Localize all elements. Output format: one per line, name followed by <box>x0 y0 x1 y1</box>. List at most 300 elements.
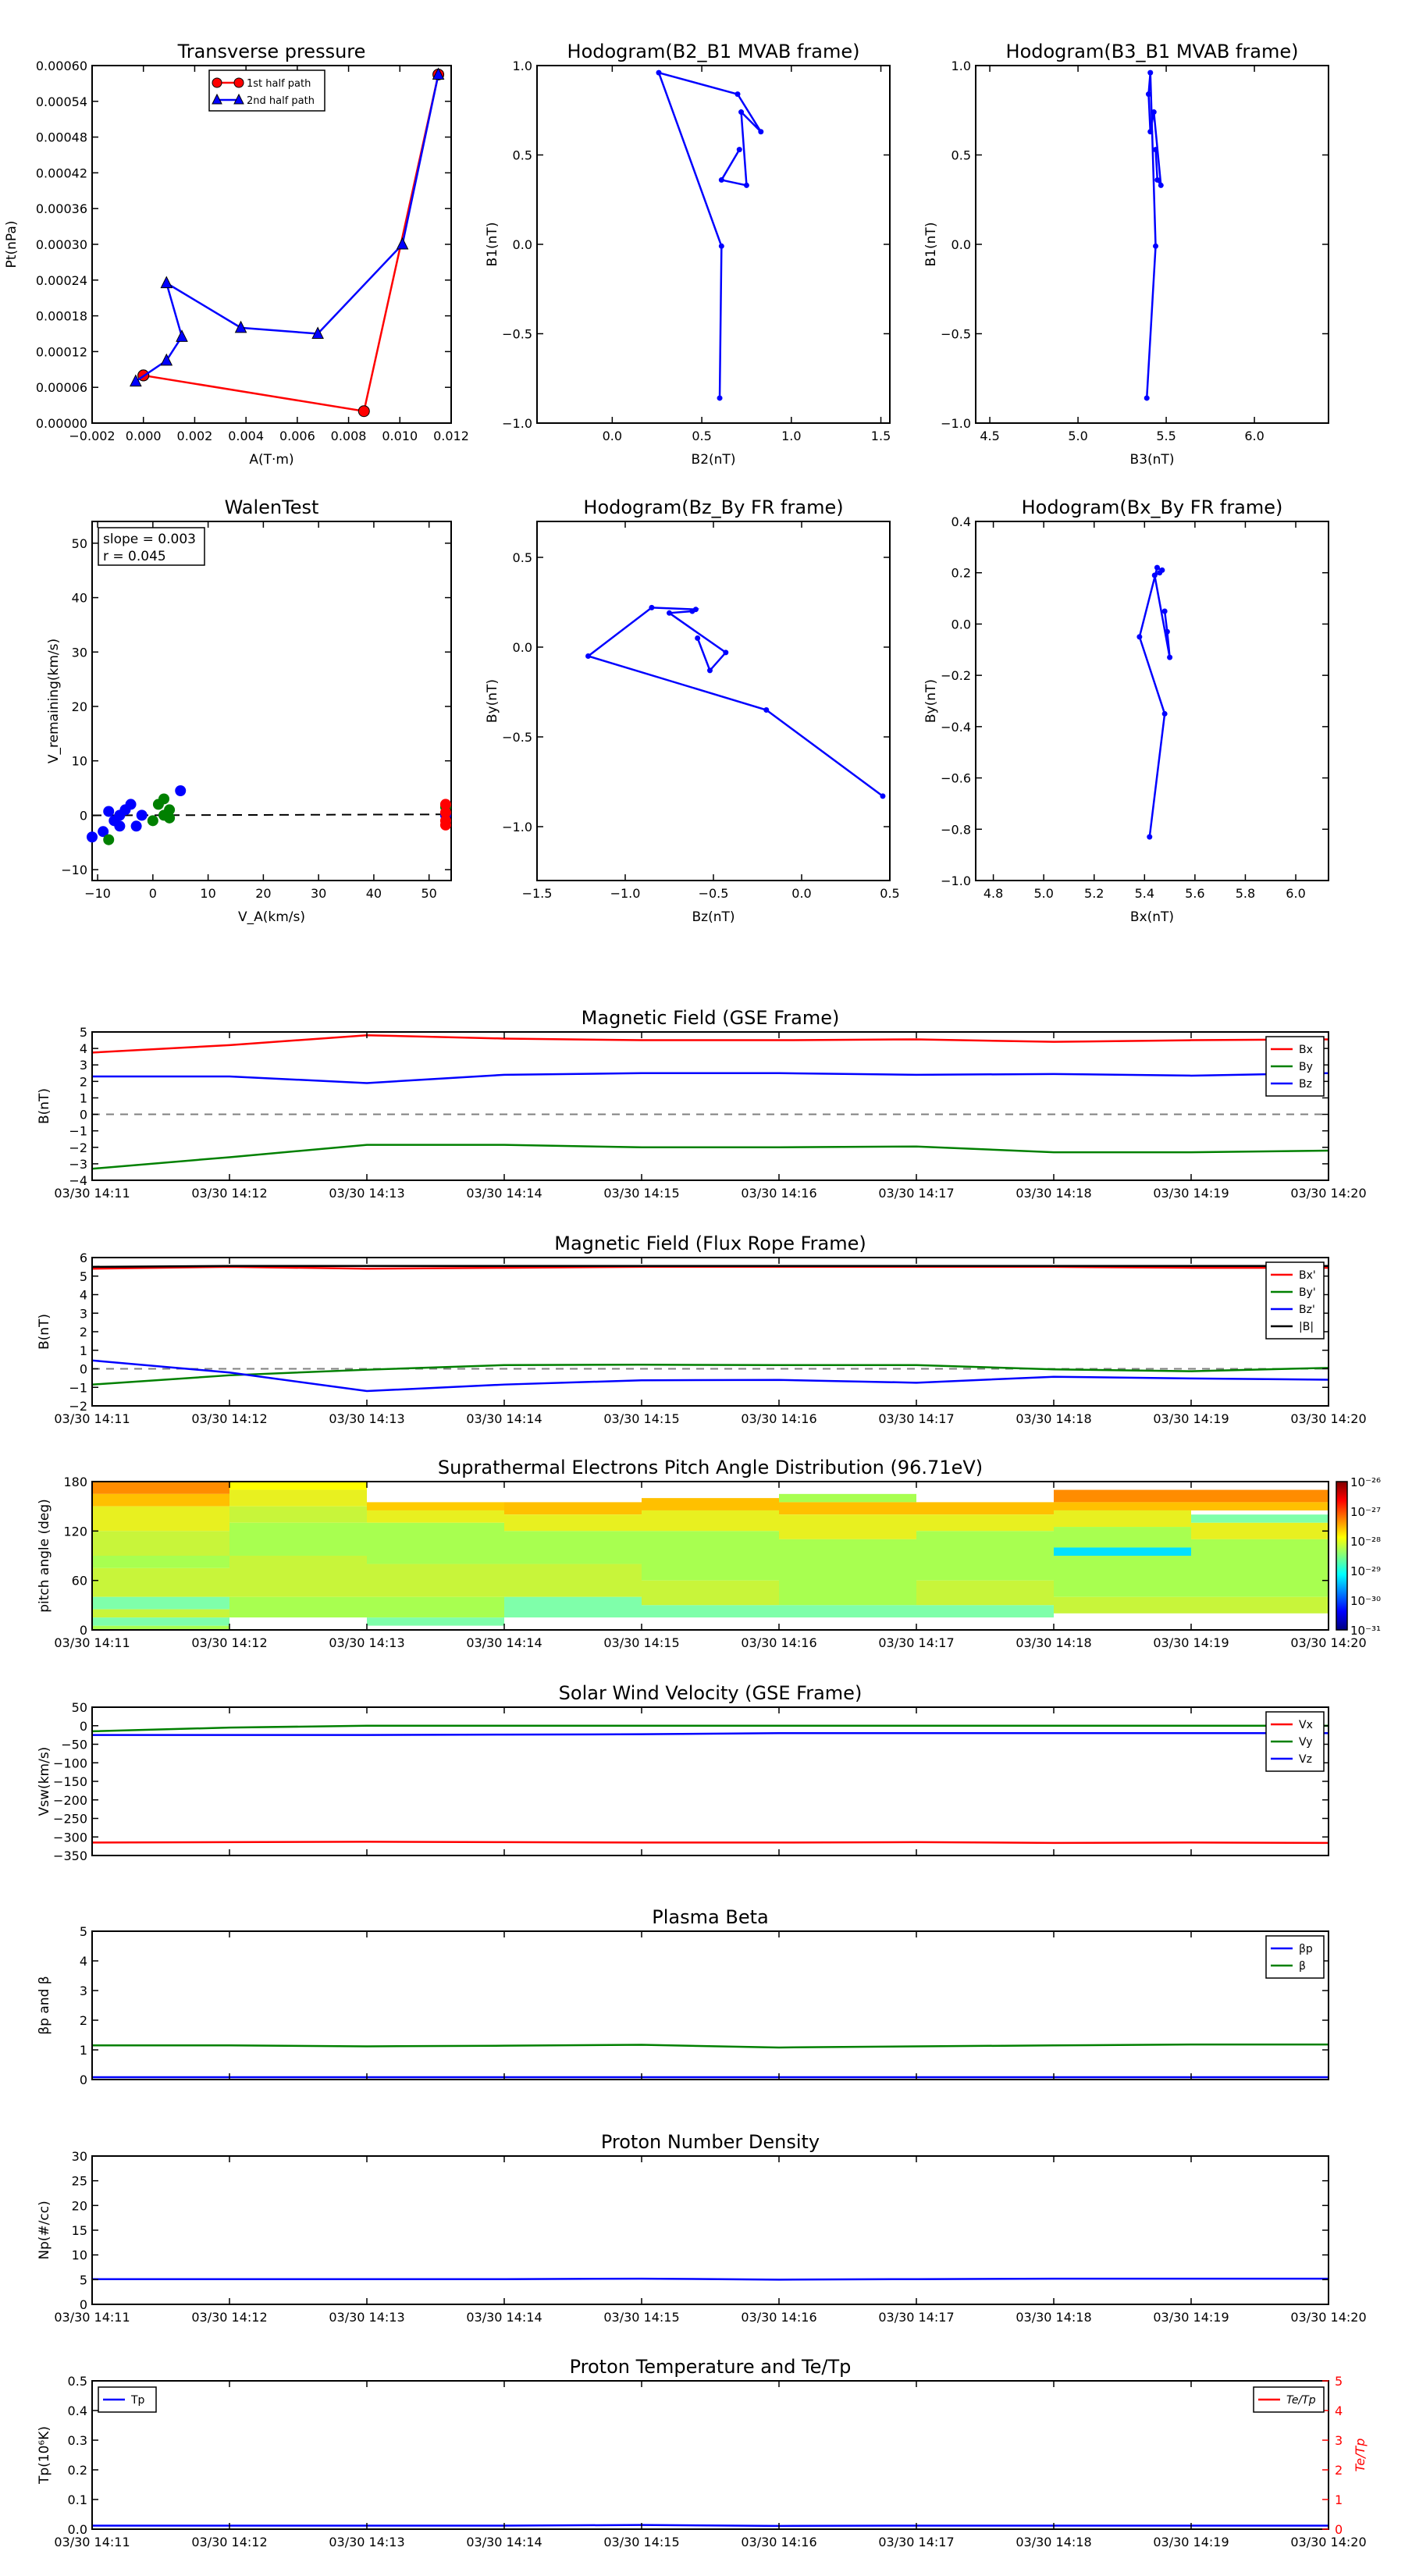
heatmap-cell <box>642 1510 779 1531</box>
series-line-Vx <box>92 1841 1329 1842</box>
x-tick-label: 03/30 14:11 <box>54 2535 130 2549</box>
heatmap-cell <box>92 1610 229 1618</box>
x-tick-label: 03/30 14:15 <box>603 1186 680 1201</box>
y-tick-label-right: 2 <box>1335 2463 1343 2478</box>
x-axis-label: V_A(km/s) <box>237 909 306 925</box>
heatmap-cell <box>642 1605 779 1617</box>
y-tick-label: 0.5 <box>512 550 532 565</box>
data-point <box>103 834 114 845</box>
heatmap-cell <box>504 1597 642 1617</box>
annotation-text: slope = 0.003 <box>103 532 196 547</box>
y-axis-label: Pt(nPa) <box>4 220 20 269</box>
data-point <box>148 815 158 826</box>
y-tick-label: 0.0 <box>512 640 532 655</box>
heatmap-cell <box>1054 1556 1191 1597</box>
heatmap-cell <box>642 1617 779 1630</box>
x-tick-label: 03/30 14:13 <box>329 1186 405 1201</box>
x-tick-label: 03/30 14:13 <box>329 1411 405 1426</box>
y-tick-label: 4 <box>79 1041 87 1057</box>
x-tick-label: 0.0 <box>791 886 812 901</box>
y-tick-label: 15 <box>71 2223 87 2238</box>
data-point <box>707 667 713 673</box>
heatmap-cell <box>367 1502 504 1510</box>
x-tick-label: 03/30 14:14 <box>466 1411 542 1426</box>
x-tick-label: 1.0 <box>781 429 802 443</box>
y-tick-label: 6 <box>79 1251 87 1265</box>
y-tick-label: −50 <box>61 1737 87 1752</box>
x-tick-label: 03/30 14:15 <box>603 1411 680 1426</box>
heatmap-cell <box>1191 1502 1329 1510</box>
y-tick-label: 0.2 <box>67 2463 87 2478</box>
x-tick-label: 03/30 14:16 <box>741 1186 817 1201</box>
x-tick-label: 50 <box>421 886 437 901</box>
heatmap-cell <box>1191 1490 1329 1503</box>
data-point <box>137 809 148 820</box>
legend-label: 1st half path <box>247 78 311 90</box>
y-tick-label: 0 <box>79 1361 87 1377</box>
heatmap-cell <box>229 1482 367 1490</box>
y-tick-label: 0 <box>79 808 87 824</box>
heatmap-cell <box>1191 1523 1329 1539</box>
x-tick-label: 03/30 14:14 <box>466 1186 542 1201</box>
x-tick-label: 03/30 14:19 <box>1153 1635 1229 1650</box>
y-tick-label: 50 <box>71 535 87 551</box>
heatmap-cell <box>642 1482 779 1494</box>
data-point <box>1167 655 1172 660</box>
x-tick-label: 03/30 14:18 <box>1016 1635 1092 1650</box>
y-tick-label: −0.4 <box>941 719 971 735</box>
legend-marker <box>212 78 222 87</box>
data-point <box>1144 395 1150 400</box>
heatmap-cell <box>229 1507 367 1523</box>
heatmap-cell <box>229 1597 367 1617</box>
legend-marker <box>234 78 244 87</box>
heatmap-cell <box>1191 1614 1329 1630</box>
y-tick-label: −10 <box>61 863 87 878</box>
x-tick-label: −10 <box>84 886 111 901</box>
y-tick-label: 0.00048 <box>35 130 87 145</box>
y-tick-label: 3 <box>79 1984 87 1998</box>
y-tick-label: 30 <box>71 645 87 660</box>
legend-label: Tp <box>131 2394 145 2407</box>
x-tick-label: 20 <box>255 886 272 901</box>
data-point <box>1158 183 1164 188</box>
colorbar-label: 10⁻²⁸ <box>1350 1535 1382 1549</box>
y-tick-label: −0.5 <box>502 326 532 342</box>
heatmap-cell <box>92 1556 229 1568</box>
data-point <box>758 129 763 134</box>
x-axis-label: A(T·m) <box>249 452 294 468</box>
y-tick-label: 0.00060 <box>35 59 87 73</box>
x-tick-label: 03/30 14:18 <box>1016 1411 1092 1426</box>
heatmap-cell <box>229 1556 367 1597</box>
heatmap-cell <box>367 1523 504 1564</box>
heatmap-cell <box>779 1539 916 1605</box>
x-tick-label: 0 <box>148 886 157 901</box>
heatmap-cell <box>229 1490 367 1507</box>
x-tick-label: 0.5 <box>880 886 900 901</box>
plot-frame <box>92 66 451 423</box>
y-axis-label: B(nT) <box>37 1087 52 1125</box>
x-tick-label: 03/30 14:19 <box>1153 1186 1229 1201</box>
x-tick-label: 1.5 <box>870 429 891 443</box>
heatmap-cell <box>504 1502 642 1514</box>
heatmap-cell <box>916 1502 1054 1514</box>
y-axis-label: Vsw(km/s) <box>37 1746 52 1816</box>
y-tick-label: 10 <box>71 2247 87 2263</box>
y-tick-label: −1.0 <box>941 873 971 888</box>
x-tick-label: 0.006 <box>279 429 315 443</box>
heatmap-cell <box>92 1597 229 1610</box>
data-point <box>440 820 451 831</box>
x-tick-label: −0.5 <box>698 886 729 901</box>
plot-frame <box>537 521 890 881</box>
heatmap-cell <box>779 1482 916 1494</box>
x-tick-label: 03/30 14:14 <box>466 2310 542 2325</box>
x-tick-label: 03/30 14:11 <box>54 2310 130 2325</box>
x-tick-label: 03/30 14:17 <box>878 1186 955 1201</box>
data-point <box>1157 570 1162 575</box>
data-point <box>158 793 169 804</box>
heatmap-cell <box>916 1581 1054 1606</box>
heatmap-cell <box>504 1617 642 1630</box>
legend-label: Bz' <box>1299 1304 1315 1316</box>
x-tick-label: 6.0 <box>1244 429 1264 443</box>
data-point <box>738 109 744 115</box>
legend-label: Vy <box>1299 1736 1313 1749</box>
x-tick-label: 03/30 14:17 <box>878 2310 955 2325</box>
x-tick-label: 40 <box>365 886 382 901</box>
y-tick-label: 0 <box>79 1718 87 1734</box>
x-tick-label: 10 <box>200 886 216 901</box>
y-tick-label-right: 1 <box>1335 2492 1343 2507</box>
y-tick-label: 5 <box>79 1025 87 1040</box>
heatmap-cell <box>642 1531 779 1580</box>
x-tick-label: 03/30 14:15 <box>603 1635 680 1650</box>
heatmap-cell <box>367 1510 504 1523</box>
data-point <box>649 605 654 610</box>
y-tick-label: 0.00024 <box>35 272 87 288</box>
x-tick-label: 5.0 <box>1033 886 1054 901</box>
legend <box>1266 1936 1324 1978</box>
y-tick-label-right: 4 <box>1335 2403 1343 2418</box>
x-tick-label: 03/30 14:13 <box>329 2310 405 2325</box>
x-tick-label: −1.0 <box>610 886 641 901</box>
data-point <box>1151 109 1157 115</box>
data-point <box>737 147 742 152</box>
annotation <box>98 528 205 565</box>
y-tick-label-right: 3 <box>1335 2433 1343 2448</box>
x-tick-label: 03/30 14:15 <box>603 2535 680 2549</box>
panel-title: Magnetic Field (Flux Rope Frame) <box>554 1233 866 1254</box>
heatmap-cell <box>642 1498 779 1510</box>
y-tick-label: 0.00036 <box>35 201 87 217</box>
heatmap-cell <box>504 1531 642 1564</box>
data-point <box>1136 634 1142 639</box>
y-tick-label: 0.0 <box>951 237 971 252</box>
plot-area <box>92 1482 1329 1630</box>
panel-title: Proton Temperature and Te/Tp <box>569 2356 852 2378</box>
x-tick-label: 03/30 14:16 <box>741 1635 817 1650</box>
heatmap-cell <box>92 1617 229 1626</box>
panel-title: WalenTest <box>224 496 319 518</box>
legend-label: By <box>1299 1061 1313 1073</box>
y-tick-label: −4 <box>69 1173 87 1188</box>
x-tick-label: 03/30 14:11 <box>54 1186 130 1201</box>
y-tick-label: 0.5 <box>67 2374 87 2389</box>
panel-title: Hodogram(Bx_By FR frame) <box>1021 496 1283 518</box>
series-line-Tp <box>92 2525 1329 2526</box>
heatmap-cell <box>504 1514 642 1531</box>
plot-area <box>92 2525 1329 2526</box>
heatmap-cell <box>916 1531 1054 1580</box>
x-tick-label: 03/30 14:20 <box>1290 1635 1367 1650</box>
panel-title: Hodogram(B3_B1 MVAB frame) <box>1005 41 1299 62</box>
x-tick-label: −1.5 <box>521 886 553 901</box>
data-point <box>723 649 728 655</box>
x-tick-label: 03/30 14:20 <box>1290 1186 1367 1201</box>
y-tick-label: −0.5 <box>941 326 971 342</box>
legend-label: 2nd half path <box>247 95 315 107</box>
y-tick-label: 0.4 <box>951 514 971 529</box>
heatmap-cell <box>779 1494 916 1503</box>
data-point <box>880 793 885 799</box>
y-tick-label: 3 <box>79 1306 87 1322</box>
x-tick-label: 03/30 14:15 <box>603 2310 680 2325</box>
y-tick-label: −200 <box>53 1792 87 1808</box>
panel-title: Suprathermal Electrons Pitch Angle Distribution (96.71eV) <box>437 1457 984 1478</box>
heatmap-cell <box>916 1605 1054 1617</box>
x-tick-label: 03/30 14:12 <box>191 1635 268 1650</box>
x-tick-label: 03/30 14:17 <box>878 1635 955 1650</box>
data-point <box>1162 609 1168 614</box>
y-tick-label: −300 <box>53 1830 87 1845</box>
panel-title: Solar Wind Velocity (GSE Frame) <box>558 1682 863 1704</box>
heatmap-cell <box>92 1482 229 1494</box>
legend-label: Bx' <box>1299 1269 1316 1282</box>
x-tick-label: 03/30 14:11 <box>54 1411 130 1426</box>
x-tick-label: 03/30 14:19 <box>1153 2310 1229 2325</box>
y-axis-label: βp and β <box>37 1976 52 2035</box>
data-point <box>1153 244 1158 249</box>
y-tick-label: −3 <box>69 1156 87 1172</box>
legend-box <box>1266 1936 1324 1978</box>
legend-label: By' <box>1299 1286 1316 1299</box>
data-point <box>1146 91 1151 97</box>
y-tick-label: 20 <box>71 2198 87 2214</box>
y-tick-label-right: 5 <box>1335 2374 1343 2389</box>
panel-title: Magnetic Field (GSE Frame) <box>581 1007 840 1029</box>
y-tick-label: 1 <box>79 1343 87 1358</box>
x-tick-label: 03/30 14:12 <box>191 1411 268 1426</box>
y-tick-label: 1 <box>79 2043 87 2058</box>
data-point <box>131 820 142 831</box>
data-point <box>114 820 125 831</box>
y-tick-label: 1.0 <box>512 59 532 73</box>
y-tick-label: 0.00006 <box>35 380 87 396</box>
heatmap-cell <box>779 1502 916 1514</box>
x-tick-label: 5.2 <box>1084 886 1104 901</box>
x-tick-label: 0.0 <box>602 429 623 443</box>
heatmap-cell <box>1054 1614 1191 1630</box>
y-tick-label: −350 <box>53 1848 87 1863</box>
data-point <box>744 183 749 188</box>
legend-label: β <box>1299 1960 1306 1973</box>
x-tick-label: 03/30 14:18 <box>1016 2310 1092 2325</box>
heatmap-cell <box>916 1514 1054 1531</box>
x-tick-label: 6.0 <box>1286 886 1306 901</box>
y-tick-label: 2 <box>79 1074 87 1090</box>
data-point <box>358 406 369 417</box>
panel-title: Transverse pressure <box>177 41 366 62</box>
x-axis-label: Bx(nT) <box>1129 909 1175 925</box>
y-tick-label: 0.00030 <box>35 237 87 252</box>
x-tick-label: 0.004 <box>228 429 265 443</box>
x-tick-label: 03/30 14:14 <box>466 1635 542 1650</box>
heatmap-cell <box>92 1494 229 1507</box>
x-tick-label: 03/30 14:18 <box>1016 2535 1092 2549</box>
x-tick-label: 0.012 <box>433 429 469 443</box>
y-axis-label: Tp(10⁶K) <box>37 2425 52 2485</box>
heatmap-cell <box>1054 1547 1191 1556</box>
y-tick-label: 2 <box>79 1325 87 1340</box>
panel-walen-test <box>46 496 451 925</box>
panel-hodogram-b3-b1 <box>923 41 1329 468</box>
y-axis-label: Np(#/cc) <box>37 2201 52 2260</box>
heatmap-cell <box>642 1581 779 1606</box>
heatmap-cell <box>1191 1539 1329 1597</box>
panel-title: Hodogram(B2_B1 MVAB frame) <box>567 41 860 62</box>
data-point <box>126 799 137 809</box>
series-line-|B| <box>92 1266 1329 1267</box>
x-tick-label: 03/30 14:20 <box>1290 1411 1367 1426</box>
data-point <box>87 831 98 842</box>
plot-frame <box>92 521 451 881</box>
y-tick-label: 0.4 <box>67 2403 87 2418</box>
x-axis-label: B3(nT) <box>1129 452 1175 468</box>
heatmap-cell <box>504 1564 642 1597</box>
annotation-text: r = 0.045 <box>103 549 166 564</box>
y-tick-label: 5 <box>79 1924 87 1939</box>
x-axis-label: B2(nT) <box>691 452 736 468</box>
heatmap-cell <box>1191 1514 1329 1523</box>
heatmap-cell <box>1054 1510 1191 1527</box>
data-point <box>164 813 175 824</box>
x-tick-label: 03/30 14:20 <box>1290 2310 1367 2325</box>
x-tick-label: 03/30 14:17 <box>878 2535 955 2549</box>
y-tick-label-right: 0 <box>1335 2522 1343 2537</box>
heatmap-cell <box>367 1617 504 1626</box>
data-point <box>719 244 724 249</box>
x-tick-label: 5.8 <box>1235 886 1256 901</box>
colorbar-label: 10⁻²⁶ <box>1350 1475 1382 1489</box>
heatmap-cell <box>367 1564 504 1597</box>
y-tick-label: 10 <box>71 753 87 769</box>
x-tick-label: 03/30 14:14 <box>466 2535 542 2549</box>
x-tick-label: 0.002 <box>176 429 213 443</box>
heatmap-cell <box>779 1514 916 1539</box>
x-tick-label: 03/30 14:19 <box>1153 2535 1229 2549</box>
y-axis-label: B1(nT) <box>485 222 500 267</box>
y-axis-label: By(nT) <box>485 678 500 724</box>
data-point <box>656 70 662 76</box>
y-tick-label: −1.0 <box>502 820 532 834</box>
y-tick-label: 0.00042 <box>35 165 87 181</box>
x-tick-label: 5.4 <box>1134 886 1155 901</box>
legend-label: Vz <box>1299 1753 1312 1766</box>
x-tick-label: 03/30 14:12 <box>191 2535 268 2549</box>
y-tick-label: −2 <box>69 1140 87 1155</box>
x-tick-label: 4.8 <box>983 886 1004 901</box>
y-tick-label: 0.0 <box>67 2522 87 2537</box>
legend-label: Bz <box>1299 1078 1312 1091</box>
y-tick-label: −0.6 <box>941 770 971 786</box>
x-tick-label: 03/30 14:16 <box>741 2535 817 2549</box>
y-axis-label: V_remaining(km/s) <box>46 638 62 764</box>
legend-label: βp <box>1299 1943 1313 1955</box>
data-point <box>695 635 700 641</box>
panel-title: Proton Number Density <box>600 2131 820 2153</box>
heatmap-cell <box>916 1617 1054 1630</box>
heatmap-cell <box>779 1605 916 1617</box>
y-tick-label: 0.2 <box>951 565 971 581</box>
heatmap-cell <box>367 1482 504 1498</box>
heatmap-cell <box>504 1482 642 1498</box>
y-tick-label: 40 <box>71 590 87 606</box>
data-point <box>719 177 724 183</box>
x-tick-label: 5.0 <box>1068 429 1088 443</box>
legend <box>1266 1037 1324 1096</box>
legend-label: Vx <box>1299 1719 1313 1731</box>
y-tick-label: 5 <box>79 1268 87 1284</box>
y-axis-label: B(nT) <box>37 1313 52 1350</box>
heatmap-cell <box>229 1617 367 1630</box>
data-point <box>1147 70 1153 76</box>
heatmap-cell <box>229 1523 367 1556</box>
heatmap-cell <box>367 1597 504 1617</box>
x-tick-label: 03/30 14:19 <box>1153 1411 1229 1426</box>
y-tick-label: 3 <box>79 1058 87 1073</box>
y-tick-label: 0.5 <box>512 148 532 163</box>
x-tick-label: 0.000 <box>125 429 162 443</box>
x-tick-label: 03/30 14:16 <box>741 2310 817 2325</box>
y-tick-label: 0 <box>79 1107 87 1123</box>
heatmap-cell <box>92 1568 229 1597</box>
y-tick-label: 5 <box>79 2272 87 2288</box>
y-tick-label: −2 <box>69 1399 87 1414</box>
y-tick-label: 0.5 <box>951 148 971 163</box>
heatmap-cell <box>1054 1527 1191 1547</box>
x-tick-label: 03/30 14:13 <box>329 1635 405 1650</box>
data-point <box>1152 573 1158 578</box>
y-axis-label: B1(nT) <box>923 222 939 267</box>
x-tick-label: 5.6 <box>1185 886 1205 901</box>
y-tick-label: 0.00054 <box>35 94 87 109</box>
data-point <box>1147 129 1153 134</box>
x-tick-label: 0.5 <box>692 429 712 443</box>
panel-hodogram-b2-b1 <box>485 41 891 468</box>
data-point <box>585 653 591 659</box>
legend-left <box>98 2387 156 2412</box>
y-tick-label: 4 <box>79 1287 87 1303</box>
panel-title: Hodogram(Bz_By FR frame) <box>583 496 844 518</box>
x-tick-label: 03/30 14:17 <box>878 1411 955 1426</box>
colorbar-label: 10⁻³⁰ <box>1350 1594 1382 1608</box>
x-tick-label: 03/30 14:16 <box>741 1411 817 1426</box>
colorbar-label: 10⁻²⁷ <box>1350 1505 1382 1519</box>
y-tick-label: 0.00000 <box>35 416 87 431</box>
data-point <box>1162 711 1168 717</box>
